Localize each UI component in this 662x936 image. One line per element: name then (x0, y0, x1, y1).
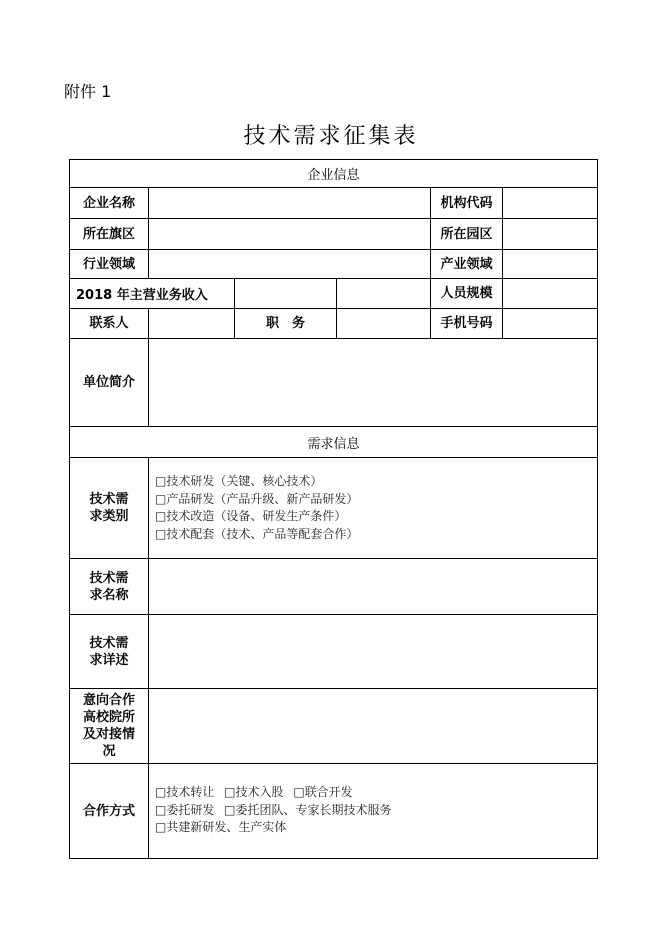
form-title: 技术需求征集表 (243, 124, 419, 149)
option-expert-service[interactable]: □委托团队、专家长期技术服务 (224, 802, 392, 817)
label-partner-text: 意向合作高校院所及对接情况 (82, 693, 135, 759)
demand-form-table (69, 159, 598, 859)
option-commissioned-rd[interactable]: □委托研发 (155, 802, 215, 817)
field-company-name[interactable] (149, 188, 431, 219)
field-industry[interactable] (149, 250, 431, 279)
field-demand-type (149, 458, 598, 559)
label-industry: 行业领域 (70, 250, 149, 279)
label-demand-name-text: 技术需求名称 (89, 570, 129, 603)
label-position: 职 务 (235, 309, 337, 339)
label-demand-name (70, 559, 149, 615)
label-contact: 联系人 (70, 309, 149, 339)
section-company-info: 企业信息 (70, 160, 598, 188)
option-tech-transfer[interactable]: □技术转让 (155, 785, 215, 799)
field-position[interactable] (337, 309, 431, 339)
label-mobile: 手机号码 (431, 309, 503, 339)
option-tech-support[interactable]: □技术配套（技术、产品等配套合作） (155, 526, 359, 541)
option-joint-entity[interactable]: □共建新研发、生产实体 (155, 820, 287, 834)
label-banner: 所在旗区 (70, 219, 149, 250)
field-contact[interactable] (149, 309, 235, 339)
label-demand-detail (70, 615, 149, 689)
label-demand-type-text: 技术需求类别 (89, 492, 129, 524)
label-revenue-2018: 2018 年主营业务收入 (70, 279, 235, 309)
label-staff-size: 人员规模 (431, 279, 503, 309)
field-intro[interactable] (149, 339, 598, 427)
field-park[interactable] (503, 219, 598, 250)
field-org-code[interactable] (503, 188, 598, 219)
label-intro: 单位简介 (70, 339, 149, 427)
field-demand-detail[interactable] (149, 615, 598, 689)
demand-type-options (149, 469, 597, 547)
coop-options (149, 764, 597, 841)
option-tech-rd[interactable]: □技术研发（关键、核心技术） (155, 474, 323, 488)
option-tech-upgrade[interactable]: □技术改造（设备、研发生产条件） (155, 509, 347, 523)
option-joint-dev[interactable]: □联合开发 (293, 785, 353, 799)
label-sector: 产业领域 (431, 250, 503, 279)
label-demand-detail-text: 技术需求详述 (89, 635, 129, 668)
field-partner[interactable] (149, 689, 598, 764)
section-demand-info: 需求信息 (70, 427, 598, 458)
label-partner (70, 689, 149, 764)
label-demand-type (70, 458, 149, 559)
attachment-label: 附件 1 (64, 82, 112, 101)
label-company-name: 企业名称 (70, 188, 149, 219)
label-coop-mode: 合作方式 (70, 764, 149, 859)
field-mobile[interactable] (503, 309, 598, 339)
field-demand-name[interactable] (149, 559, 598, 615)
field-revenue-2018[interactable] (235, 279, 337, 309)
field-banner[interactable] (149, 219, 431, 250)
option-product-rd[interactable]: □产品研发（产品升级、新产品研发） (155, 491, 359, 506)
field-staff-size[interactable] (503, 279, 598, 309)
option-tech-equity[interactable]: □技术入股 (224, 785, 284, 799)
field-revenue-extra[interactable] (337, 279, 431, 309)
label-park: 所在园区 (431, 219, 503, 250)
field-sector[interactable] (503, 250, 598, 279)
field-coop-mode (149, 764, 598, 859)
label-org-code: 机构代码 (431, 188, 503, 219)
